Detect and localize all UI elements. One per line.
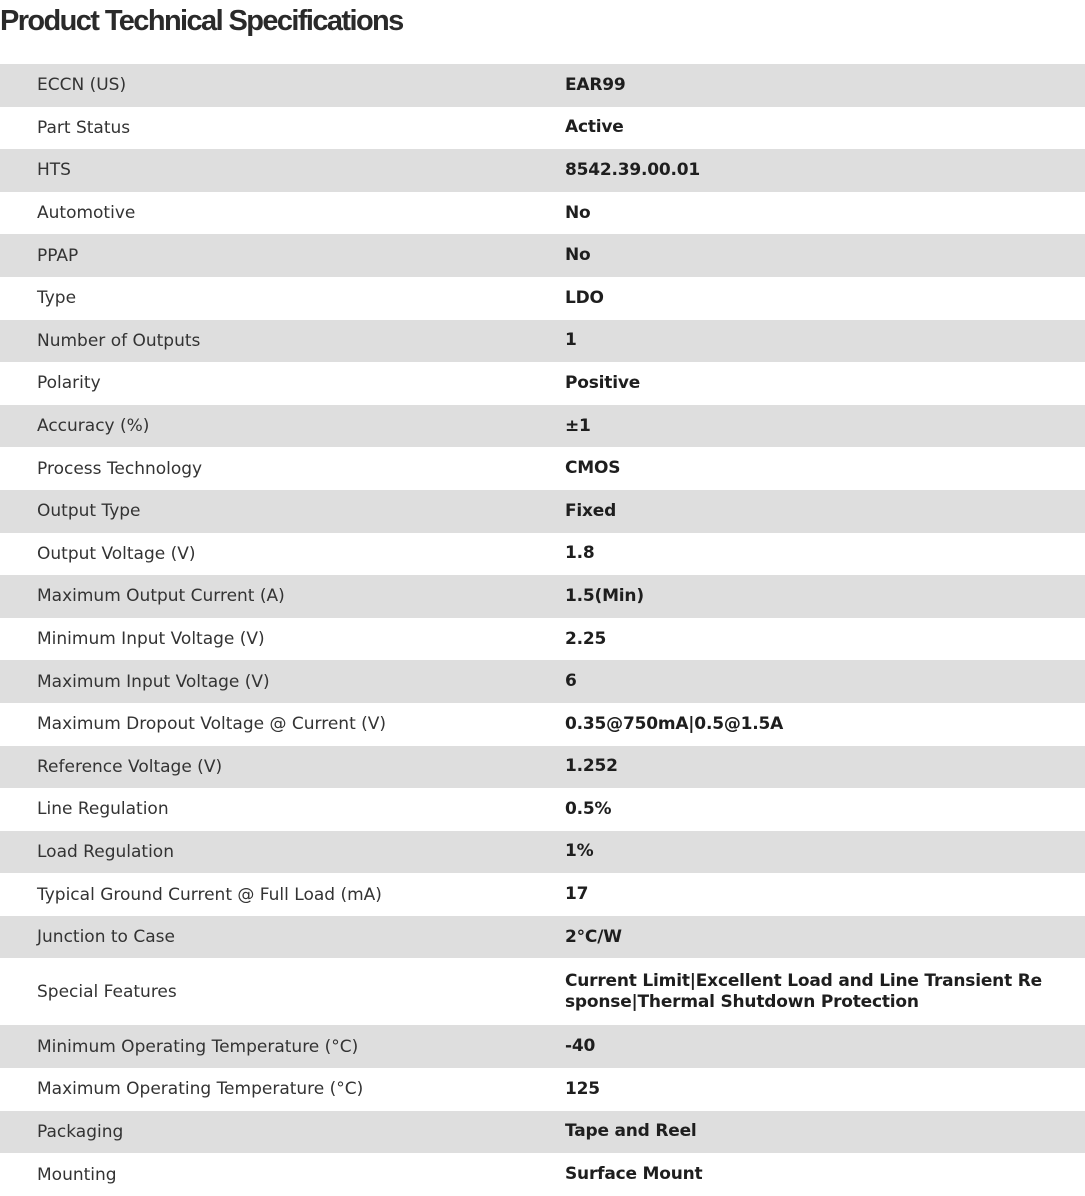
spec-label: Maximum Input Voltage (V) [37, 671, 270, 692]
spec-row-line-regulation [0, 788, 1085, 831]
spec-value: ±1 [565, 415, 591, 436]
spec-row-output-voltage [0, 533, 1085, 576]
spec-value: 1 [565, 330, 577, 351]
spec-value: CMOS [565, 458, 621, 479]
spec-value: 0.35@750mA|0.5@1.5A [565, 713, 784, 734]
spec-row-max-output-current [0, 575, 1085, 618]
spec-label: Polarity [37, 373, 101, 394]
spec-label: Minimum Operating Temperature (°C) [37, 1036, 359, 1057]
spec-value: 1.8 [565, 543, 595, 564]
spec-label: Line Regulation [37, 799, 169, 820]
spec-table [0, 64, 1085, 1196]
spec-label: Output Type [37, 501, 141, 522]
spec-row-number-of-outputs [0, 320, 1085, 363]
spec-label: Typical Ground Current @ Full Load (mA) [37, 884, 382, 905]
spec-row-max-operating-temp [0, 1068, 1085, 1111]
spec-label: ECCN (US) [37, 75, 127, 96]
spec-label: Packaging [37, 1121, 124, 1142]
spec-row-min-operating-temp [0, 1025, 1085, 1068]
spec-label: PPAP [37, 245, 79, 266]
spec-value: 125 [565, 1078, 600, 1099]
spec-label: Minimum Input Voltage (V) [37, 629, 265, 650]
spec-label: Maximum Dropout Voltage @ Current (V) [37, 714, 387, 735]
spec-label: Output Voltage (V) [37, 543, 196, 564]
spec-value: 2.25 [565, 628, 607, 649]
spec-row-eccn [0, 64, 1085, 107]
spec-label: Special Features [37, 981, 177, 1002]
page-title: Product Technical Specifications [0, 5, 403, 37]
spec-value: Positive [565, 372, 641, 393]
spec-value: -40 [565, 1036, 596, 1057]
spec-row-automotive [0, 192, 1085, 235]
spec-label: Part Status [37, 117, 131, 138]
spec-value: No [565, 245, 591, 266]
spec-value: 1% [565, 841, 594, 862]
spec-row-mounting [0, 1153, 1085, 1196]
spec-row-output-type [0, 490, 1085, 533]
spec-value: 17 [565, 884, 589, 905]
spec-value: 8542.39.00.01 [565, 159, 701, 180]
spec-label: Maximum Output Current (A) [37, 586, 285, 607]
spec-row-hts [0, 149, 1085, 192]
spec-value: 6 [565, 671, 577, 692]
spec-label: Number of Outputs [37, 330, 201, 351]
spec-value: Tape and Reel [565, 1121, 697, 1142]
spec-label: Automotive [37, 203, 136, 224]
spec-value: EAR99 [565, 74, 626, 95]
spec-row-type [0, 277, 1085, 320]
spec-row-accuracy [0, 405, 1085, 448]
spec-row-ppap [0, 234, 1085, 277]
spec-value: Fixed [565, 500, 617, 521]
spec-value: No [565, 202, 591, 223]
spec-label: Accuracy (%) [37, 416, 150, 437]
spec-row-process-technology [0, 447, 1085, 490]
spec-label: Mounting [37, 1164, 117, 1185]
spec-row-packaging [0, 1111, 1085, 1154]
spec-row-polarity [0, 362, 1085, 405]
spec-value: 0.5% [565, 798, 612, 819]
spec-label: HTS [37, 160, 71, 181]
spec-label: Type [37, 288, 77, 309]
spec-row-min-input-voltage [0, 618, 1085, 661]
spec-row-max-dropout-voltage [0, 703, 1085, 746]
spec-value: LDO [565, 287, 604, 308]
spec-row-part-status [0, 107, 1085, 150]
spec-value: 1.252 [565, 756, 618, 777]
spec-label: Maximum Operating Temperature (°C) [37, 1079, 364, 1100]
spec-row-junction-to-case [0, 916, 1085, 959]
spec-value: Active [565, 117, 624, 138]
spec-row-special-features [0, 958, 1085, 1025]
spec-value: 2°C/W [565, 926, 622, 947]
spec-label: Process Technology [37, 458, 203, 479]
spec-value: Surface Mount [565, 1164, 703, 1185]
spec-label: Junction to Case [37, 927, 175, 948]
spec-label: Reference Voltage (V) [37, 756, 223, 777]
spec-row-load-regulation [0, 831, 1085, 874]
spec-value: Current Limit|Excellent Load and Line Transient Response|Thermal Shutdown Protection [565, 970, 1042, 1012]
spec-label: Load Regulation [37, 841, 174, 862]
spec-row-reference-voltage [0, 746, 1085, 789]
spec-row-max-input-voltage [0, 660, 1085, 703]
spec-value: 1.5(Min) [565, 585, 644, 606]
spec-row-ground-current [0, 873, 1085, 916]
